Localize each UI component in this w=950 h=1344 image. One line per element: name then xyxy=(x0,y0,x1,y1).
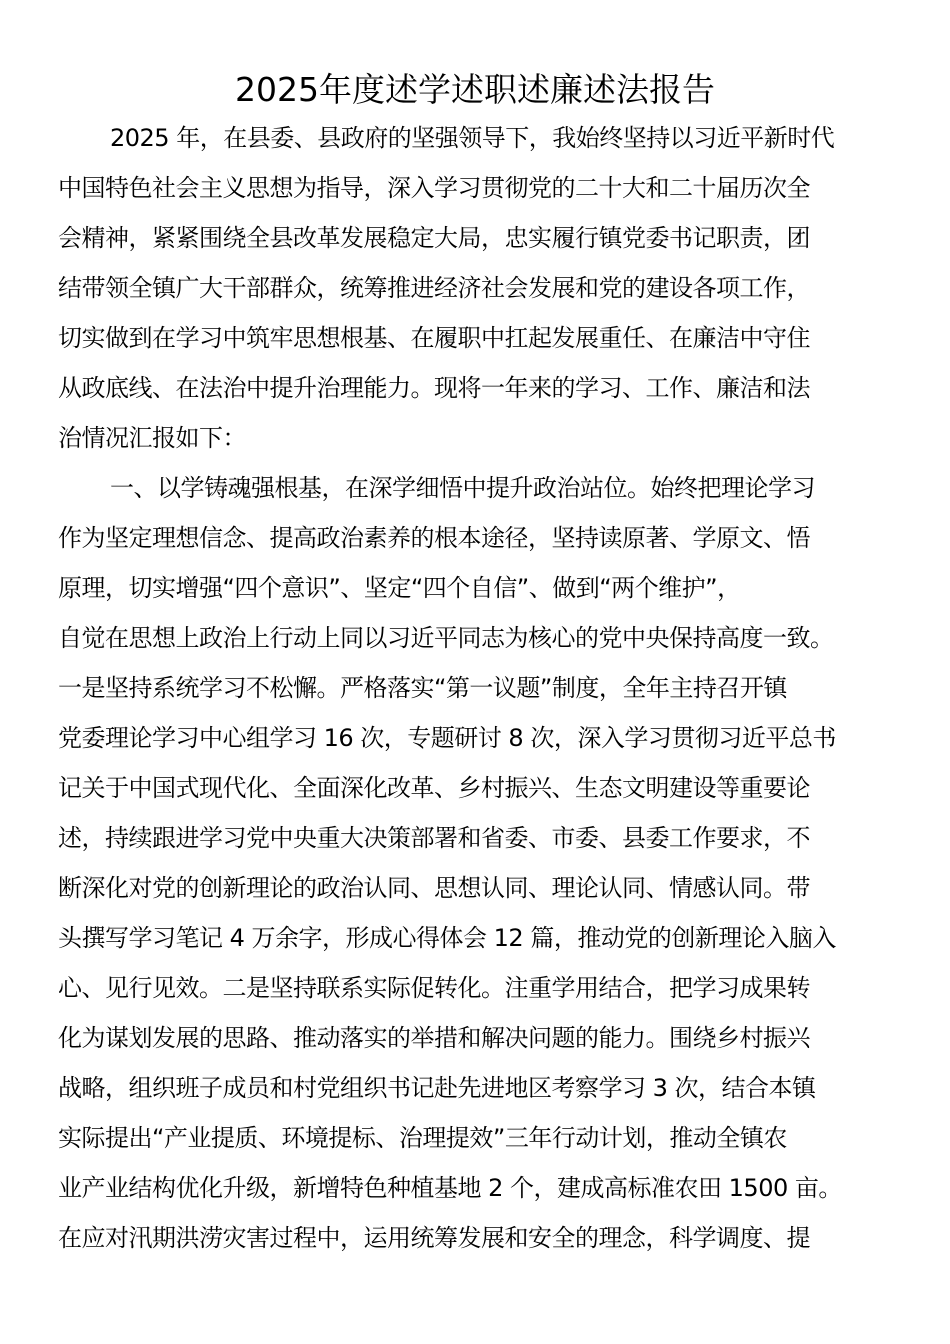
paragraph-line: 心、见行见效。二是坚持联系实际促转化。注重学用结合，把学习成果转 xyxy=(58,974,810,1002)
paragraph-line: 一是坚持系统学习不松懈。严格落实“第一议题”制度，全年主持召开镇 xyxy=(58,674,787,702)
paragraph-line: 头撰写学习笔记 4 万余字，形成心得体会 12 篇，推动党的创新理论入脑入 xyxy=(58,924,836,952)
paragraph-line: 记关于中国式现代化、全面深化改革、乡村振兴、生态文明建设等重要论 xyxy=(58,774,810,802)
paragraph-line: 战略，组织班子成员和村党组织书记赴先进地区考察学习 3 次，结合本镇 xyxy=(58,1074,816,1102)
paragraph-line: 业产业结构优化升级，新增特色种植基地 2 个，建成高标准农田 1500 亩。 xyxy=(58,1174,842,1202)
paragraph-line: 述，持续跟进学习党中央重大决策部署和省委、市委、县委工作要求，不 xyxy=(58,824,810,852)
section-heading-line: 一、以学铸魂强根基，在深学细悟中提升政治站位。始终把理论学习 xyxy=(110,474,815,502)
paragraph-line: 自觉在思想上政治上行动上同以习近平同志为核心的党中央保持高度一致。 xyxy=(58,624,834,652)
paragraph-line: 作为坚定理想信念、提高政治素养的根本途径，坚持读原著、学原文、悟 xyxy=(58,524,810,552)
paragraph-line: 化为谋划发展的思路、推动落实的举措和解决问题的能力。围绕乡村振兴 xyxy=(58,1024,810,1052)
paragraph-line: 党委理论学习中心组学习 16 次，专题研讨 8 次，深入学习贯彻习近平总书 xyxy=(58,724,836,752)
document-title: 2025年度述学述职述廉述法报告 xyxy=(235,70,715,109)
paragraph-line: 中国特色社会主义思想为指导，深入学习贯彻党的二十大和二十届历次全 xyxy=(58,174,810,202)
paragraph-line: 2025 年，在县委、县政府的坚强领导下，我始终坚持以习近平新时代 xyxy=(110,124,835,152)
paragraph-line: 治情况汇报如下： xyxy=(58,424,246,452)
paragraph-line: 会精神，紧紧围绕全县改革发展稳定大局，忠实履行镇党委书记职责，团 xyxy=(58,224,810,252)
paragraph-line: 切实做到在学习中筑牢思想根基、在履职中扛起发展重任、在廉洁中守住 xyxy=(58,324,810,352)
paragraph-line: 结带领全镇广大干部群众，统筹推进经济社会发展和党的建设各项工作， xyxy=(58,274,810,302)
paragraph-line: 断深化对党的创新理论的政治认同、思想认同、理论认同、情感认同。带 xyxy=(58,874,810,902)
paragraph-line: 原理，切实增强“四个意识”、坚定“四个自信”、做到“两个维护”， xyxy=(58,574,741,602)
paragraph-line: 在应对汛期洪涝灾害过程中，运用统筹发展和安全的理念，科学调度、提 xyxy=(58,1224,810,1252)
paragraph-line: 实际提出“产业提质、环境提标、治理提效”三年行动计划，推动全镇农 xyxy=(58,1124,787,1152)
paragraph-line: 从政底线、在法治中提升治理能力。现将一年来的学习、工作、廉洁和法 xyxy=(58,374,810,402)
